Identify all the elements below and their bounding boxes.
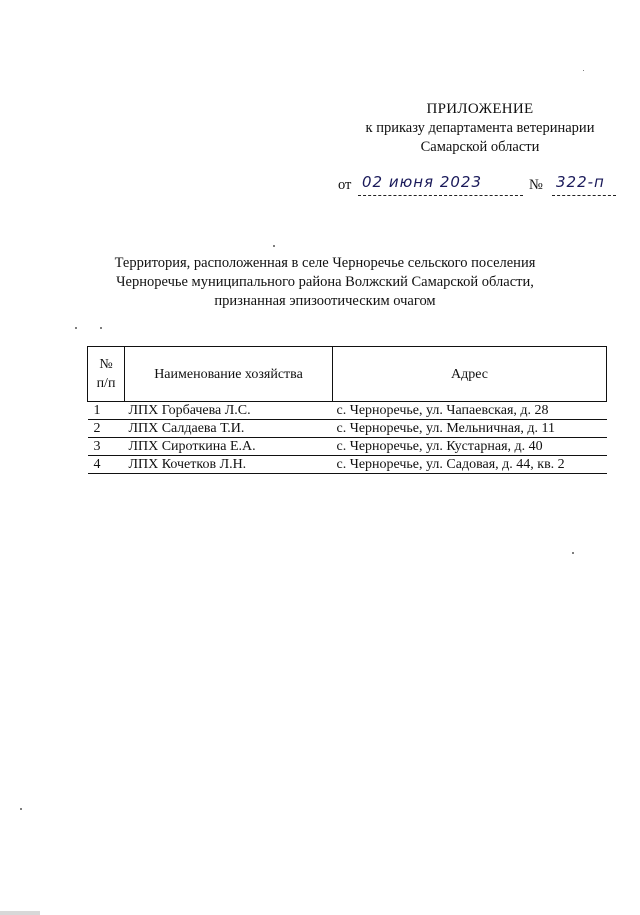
row-farm-name: ЛПХ Кочетков Л.Н.: [125, 456, 333, 474]
order-number-handwritten: 322-п: [556, 173, 605, 191]
row-farm-name: ЛПХ Сироткина Е.А.: [125, 438, 333, 456]
order-from-label: от: [338, 177, 352, 193]
scan-speck: [273, 245, 275, 247]
document-title-line-3: признанная эпизоотическим очагом: [214, 293, 436, 309]
order-number-label: №: [529, 177, 543, 193]
appendix-line-1: к приказу департамента ветеринарии: [365, 120, 595, 136]
table-row: [88, 456, 607, 474]
scan-speck: [572, 552, 574, 554]
row-number: 1: [88, 402, 125, 420]
header-number-pp: п/п: [96, 376, 116, 391]
row-farm-name: ЛПХ Салдаева Т.И.: [125, 420, 333, 438]
table-row: [88, 438, 607, 456]
table-row: [88, 420, 607, 438]
farms-table: [87, 346, 607, 474]
appendix-header: [330, 100, 630, 157]
order-date-handwritten: 02 июня 2023: [362, 173, 483, 191]
appendix-title: ПРИЛОЖЕНИЕ: [426, 101, 534, 117]
row-number: 2: [88, 420, 125, 438]
document-title: [80, 254, 570, 311]
scan-speck: [75, 327, 77, 329]
scan-edge: [0, 911, 40, 915]
order-date-field: [358, 173, 523, 196]
row-address: с. Черноречье, ул. Чапаевская, д. 28: [333, 402, 607, 420]
scan-speck: [583, 70, 584, 71]
row-farm-name: ЛПХ Горбачева Л.С.: [125, 402, 333, 420]
header-number-sign: №: [99, 357, 113, 372]
document-title-line-2: Черноречье муниципального района Волжский Самарской области,: [116, 274, 534, 290]
order-number-field: [552, 173, 616, 196]
scan-speck: [20, 808, 22, 810]
scan-speck: [100, 327, 102, 329]
order-date-number: [338, 173, 618, 199]
table-row: [88, 402, 607, 420]
header-address: Адрес: [333, 347, 607, 402]
row-number: 4: [88, 456, 125, 474]
header-farm-name: Наименование хозяйства: [125, 347, 333, 402]
document-title-line-1: Территория, расположенная в селе Черноречье сельского поселения: [114, 255, 536, 271]
table-header-row: [88, 347, 607, 402]
header-number: [88, 347, 125, 402]
row-address: с. Черноречье, ул. Садовая, д. 44, кв. 2: [333, 456, 607, 474]
appendix-line-2: Самарской области: [420, 139, 540, 155]
row-address: с. Черноречье, ул. Мельничная, д. 11: [333, 420, 607, 438]
row-address: с. Черноречье, ул. Кустарная, д. 40: [333, 438, 607, 456]
row-number: 3: [88, 438, 125, 456]
